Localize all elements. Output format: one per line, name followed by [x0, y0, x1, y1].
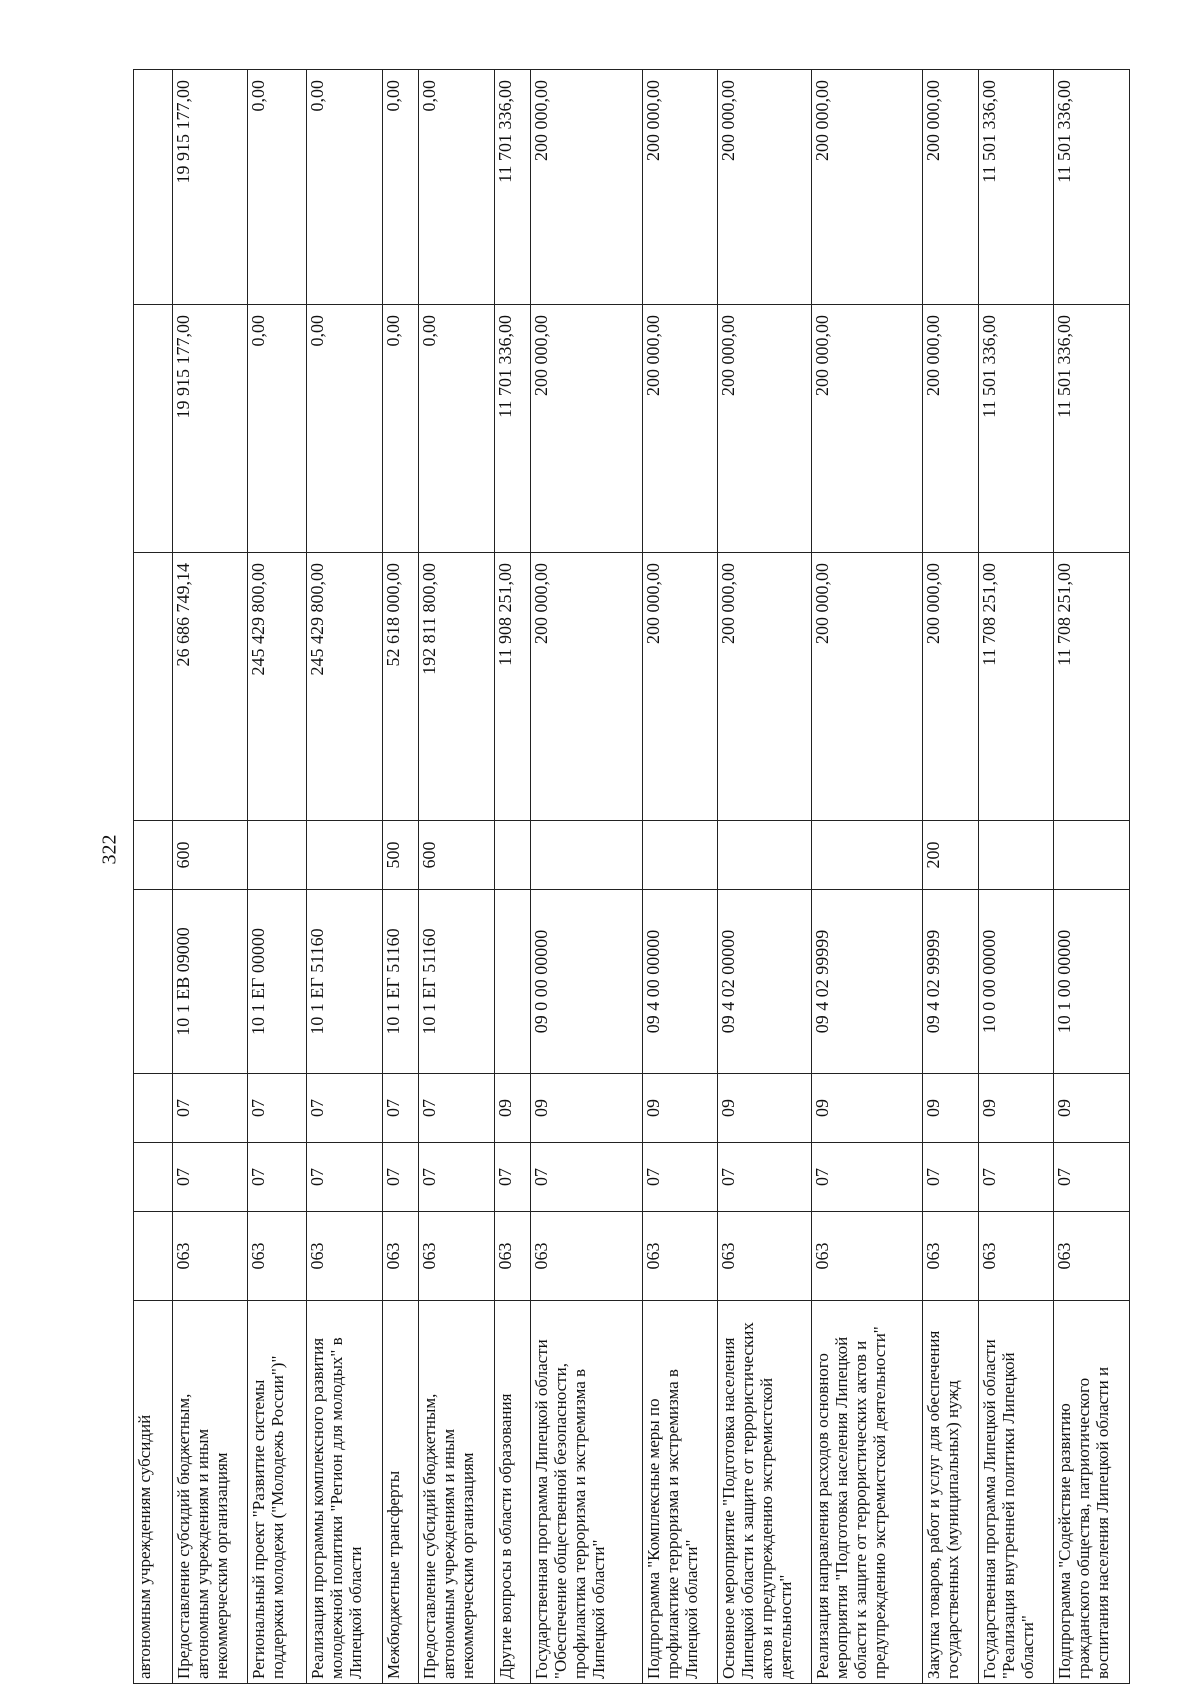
cell-sum-year1: 200 000,00: [642, 553, 718, 821]
cell-section: [134, 1143, 173, 1212]
cell-subsection: 09: [923, 1074, 979, 1143]
cell-expense-type: [307, 821, 383, 890]
cell-expense-type: 500: [382, 821, 419, 890]
cell-subsection: 07: [248, 1074, 307, 1143]
cell-sum-year3: 200 000,00: [531, 70, 642, 305]
table-row: [1054, 70, 1130, 1684]
cell-sum-year2: 11 501 336,00: [978, 305, 1054, 553]
cell-sum-year3: 200 000,00: [718, 70, 812, 305]
cell-target-article: 09 4 02 00000: [718, 890, 812, 1074]
cell-sum-year1: 200 000,00: [718, 553, 812, 821]
table-row: [134, 70, 173, 1684]
table-row: [382, 70, 419, 1684]
cell-expense-type: [978, 821, 1054, 890]
cell-sum-year3: 11 501 336,00: [978, 70, 1054, 305]
cell-section: 07: [382, 1143, 419, 1212]
cell-subsection: 09: [1054, 1074, 1130, 1143]
budget-table: [133, 69, 1130, 1684]
cell-sum-year1: 11 708 251,00: [978, 553, 1054, 821]
cell-target-article: [494, 890, 531, 1074]
cell-sum-year1: 245 429 800,00: [248, 553, 307, 821]
cell-subsection: 07: [382, 1074, 419, 1143]
cell-sum-year3: 19 915 177,00: [172, 70, 248, 305]
table-row: [172, 70, 248, 1684]
cell-sum-year2: 11 501 336,00: [1054, 305, 1130, 553]
cell-expense-type: [1054, 821, 1130, 890]
cell-subsection: 09: [531, 1074, 642, 1143]
cell-sum-year1: 200 000,00: [923, 553, 979, 821]
cell-expense-type: 600: [172, 821, 248, 890]
cell-name: Закупка товаров, работ и услуг для обеспечения государственных (муниципальных) нужд: [923, 1301, 979, 1684]
cell-section: 07: [494, 1143, 531, 1212]
cell-sum-year1: 11 708 251,00: [1054, 553, 1130, 821]
cell-name: Реализация направления расходов основного мероприятия "Подготовка населения Липецкой области к защите от террористических актов и предупреждению экстремистской деятельности": [812, 1301, 923, 1684]
cell-admin-code: 063: [531, 1212, 642, 1301]
cell-expense-type: [642, 821, 718, 890]
cell-admin-code: 063: [923, 1212, 979, 1301]
cell-admin-code: 063: [419, 1212, 495, 1301]
cell-section: 07: [307, 1143, 383, 1212]
cell-section: 07: [923, 1143, 979, 1212]
cell-section: 07: [419, 1143, 495, 1212]
cell-admin-code: 063: [718, 1212, 812, 1301]
cell-admin-code: 063: [1054, 1212, 1130, 1301]
cell-admin-code: 063: [307, 1212, 383, 1301]
table-row: [307, 70, 383, 1684]
cell-sum-year3: 11 501 336,00: [1054, 70, 1130, 305]
cell-name: Предоставление субсидий бюджетным, автономным учреждениям и иным некоммерческим организациям: [172, 1301, 248, 1684]
cell-sum-year3: 200 000,00: [923, 70, 979, 305]
cell-sum-year3: 0,00: [248, 70, 307, 305]
cell-sum-year2: 0,00: [382, 305, 419, 553]
cell-sum-year1: 11 908 251,00: [494, 553, 531, 821]
cell-sum-year2: 200 000,00: [531, 305, 642, 553]
cell-admin-code: [134, 1212, 173, 1301]
cell-sum-year2: 200 000,00: [812, 305, 923, 553]
cell-sum-year2: 0,00: [248, 305, 307, 553]
table-row: [642, 70, 718, 1684]
cell-admin-code: 063: [642, 1212, 718, 1301]
cell-target-article: 10 1 ЕГ 51160: [307, 890, 383, 1074]
cell-target-article: [134, 890, 173, 1074]
cell-target-article: 10 1 ЕГ 51160: [419, 890, 495, 1074]
cell-expense-type: [718, 821, 812, 890]
cell-sum-year1: 26 686 749,14: [172, 553, 248, 821]
cell-name: Реализация программы комплексного развития молодежной политики "Регион для молодых" в Липецкой области: [307, 1301, 383, 1684]
cell-name: Подпрограмма "Комплексные меры по профилактике терроризма и экстремизма в Липецкой области": [642, 1301, 718, 1684]
cell-target-article: 10 1 ЕГ 00000: [248, 890, 307, 1074]
cell-target-article: 10 1 ЕВ 09000: [172, 890, 248, 1074]
cell-sum-year1: 52 618 000,00: [382, 553, 419, 821]
cell-section: 07: [718, 1143, 812, 1212]
cell-sum-year3: 0,00: [382, 70, 419, 305]
cell-target-article: 10 0 00 00000: [978, 890, 1054, 1074]
cell-expense-type: 200: [923, 821, 979, 890]
cell-section: 07: [1054, 1143, 1130, 1212]
cell-admin-code: 063: [978, 1212, 1054, 1301]
cell-expense-type: [531, 821, 642, 890]
cell-admin-code: 063: [172, 1212, 248, 1301]
cell-sum-year2: 11 701 336,00: [494, 305, 531, 553]
cell-expense-type: 600: [419, 821, 495, 890]
cell-section: 07: [248, 1143, 307, 1212]
cell-expense-type: [494, 821, 531, 890]
table-row: [812, 70, 923, 1684]
table-row: [718, 70, 812, 1684]
cell-sum-year3: 11 701 336,00: [494, 70, 531, 305]
cell-sum-year2: 200 000,00: [642, 305, 718, 553]
cell-admin-code: 063: [248, 1212, 307, 1301]
cell-expense-type: [248, 821, 307, 890]
cell-sum-year3: 0,00: [419, 70, 495, 305]
table-row: [248, 70, 307, 1684]
cell-sum-year2: [134, 305, 173, 553]
cell-sum-year2: 19 915 177,00: [172, 305, 248, 553]
cell-sum-year1: 200 000,00: [531, 553, 642, 821]
cell-section: 07: [531, 1143, 642, 1212]
cell-name: Другие вопросы в области образования: [494, 1301, 531, 1684]
cell-expense-type: [812, 821, 923, 890]
cell-name: Государственная программа Липецкой области "Реализация внутренней политики Липецкой области": [978, 1301, 1054, 1684]
cell-subsection: 07: [172, 1074, 248, 1143]
cell-subsection: 09: [718, 1074, 812, 1143]
cell-target-article: 10 1 ЕГ 51160: [382, 890, 419, 1074]
cell-section: 07: [642, 1143, 718, 1212]
cell-name: Предоставление субсидий бюджетным, автономным учреждениям и иным некоммерческим организациям: [419, 1301, 495, 1684]
cell-section: 07: [978, 1143, 1054, 1212]
cell-sum-year3: [134, 70, 173, 305]
cell-sum-year3: 200 000,00: [642, 70, 718, 305]
cell-subsection: [134, 1074, 173, 1143]
rotated-table-wrapper: [133, 70, 1130, 1684]
cell-sum-year2: 200 000,00: [923, 305, 979, 553]
table-row: [923, 70, 979, 1684]
cell-name: Региональный проект "Развитие системы поддержки молодежи ("Молодежь России")": [248, 1301, 307, 1684]
cell-section: 07: [812, 1143, 923, 1212]
cell-name: автономным учреждениям субсидий: [134, 1301, 173, 1684]
cell-expense-type: [134, 821, 173, 890]
cell-subsection: 09: [642, 1074, 718, 1143]
cell-sum-year2: 0,00: [419, 305, 495, 553]
cell-target-article: 09 4 02 99999: [812, 890, 923, 1074]
table-row: [419, 70, 495, 1684]
table-row: [531, 70, 642, 1684]
cell-admin-code: 063: [494, 1212, 531, 1301]
cell-target-article: 10 1 00 00000: [1054, 890, 1130, 1074]
cell-target-article: 09 4 02 99999: [923, 890, 979, 1074]
cell-name: Подпрограмма "Содействие развитию гражданского общества, патриотического воспитания населения Липецкой области и: [1054, 1301, 1130, 1684]
cell-admin-code: 063: [812, 1212, 923, 1301]
table-row: [494, 70, 531, 1684]
cell-sum-year1: 200 000,00: [812, 553, 923, 821]
cell-section: 07: [172, 1143, 248, 1212]
cell-sum-year1: 245 429 800,00: [307, 553, 383, 821]
cell-sum-year2: 200 000,00: [718, 305, 812, 553]
cell-subsection: 09: [978, 1074, 1054, 1143]
cell-subsection: 07: [419, 1074, 495, 1143]
cell-sum-year1: [134, 553, 173, 821]
cell-target-article: 09 0 00 00000: [531, 890, 642, 1074]
cell-subsection: 09: [812, 1074, 923, 1143]
cell-subsection: 09: [494, 1074, 531, 1143]
table-row: [978, 70, 1054, 1684]
cell-name: Государственная программа Липецкой области "Обеспечение общественной безопасности, профилактика терроризма и экстремизма в Липецкой области": [531, 1301, 642, 1684]
cell-sum-year3: 200 000,00: [812, 70, 923, 305]
cell-admin-code: 063: [382, 1212, 419, 1301]
cell-target-article: 09 4 00 00000: [642, 890, 718, 1074]
cell-name: Межбюджетные трансферты: [382, 1301, 419, 1684]
cell-sum-year3: 0,00: [307, 70, 383, 305]
cell-name: Основное мероприятие "Подготовка населения Липецкой области к защите от террористических актов и предупреждению экстремистской деятельности": [718, 1301, 812, 1684]
cell-subsection: 07: [307, 1074, 383, 1143]
cell-sum-year1: 192 811 800,00: [419, 553, 495, 821]
table-body: [134, 70, 1130, 1684]
cell-sum-year2: 0,00: [307, 305, 383, 553]
page-number: 322: [98, 834, 121, 865]
